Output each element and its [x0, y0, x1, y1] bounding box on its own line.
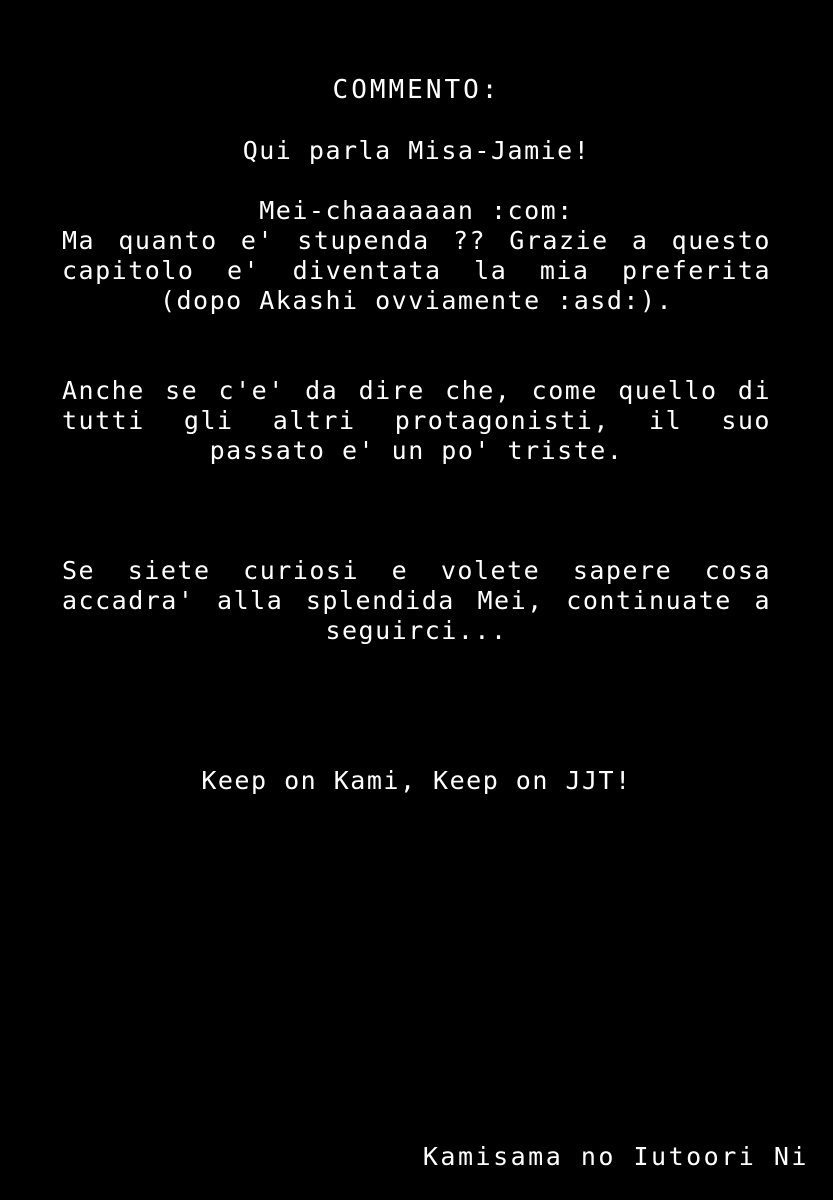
- footer-block: [0, 1142, 833, 1172]
- greeting-block: [0, 136, 833, 166]
- comment-title: COMMENTO:: [332, 75, 501, 105]
- keep-on-block: [0, 766, 833, 796]
- paragraph-2-text: Anche se c'e' da dire che, come quello di tutti gli altri protagonisti, il suo passato e' un po' triste.: [62, 376, 788, 465]
- paragraph-1-block: [0, 226, 833, 316]
- paragraph-1-text: Ma quanto e' stupenda ?? Grazie a questo capitolo e' diventata la mia preferita (dopo Akashi ovviamente :asd:).: [62, 226, 788, 315]
- greeting-text: Qui parla Misa-Jamie!: [242, 136, 591, 165]
- comment-title-block: [0, 74, 833, 106]
- keep-on-text: Keep on Kami, Keep on JJT!: [201, 766, 632, 795]
- paragraph-3-text: Se siete curiosi e volete sapere cosa accadra' alla splendida Mei, continuate a seguirci...: [62, 556, 788, 645]
- paragraph-2-block: [0, 376, 833, 466]
- mei-chan-block: [0, 196, 833, 226]
- series-title: Kamisama no Iutoori Ni: [422, 1142, 809, 1171]
- mei-chan-text: Mei-chaaaaaan :com:: [259, 196, 574, 225]
- paragraph-3-block: [0, 556, 833, 646]
